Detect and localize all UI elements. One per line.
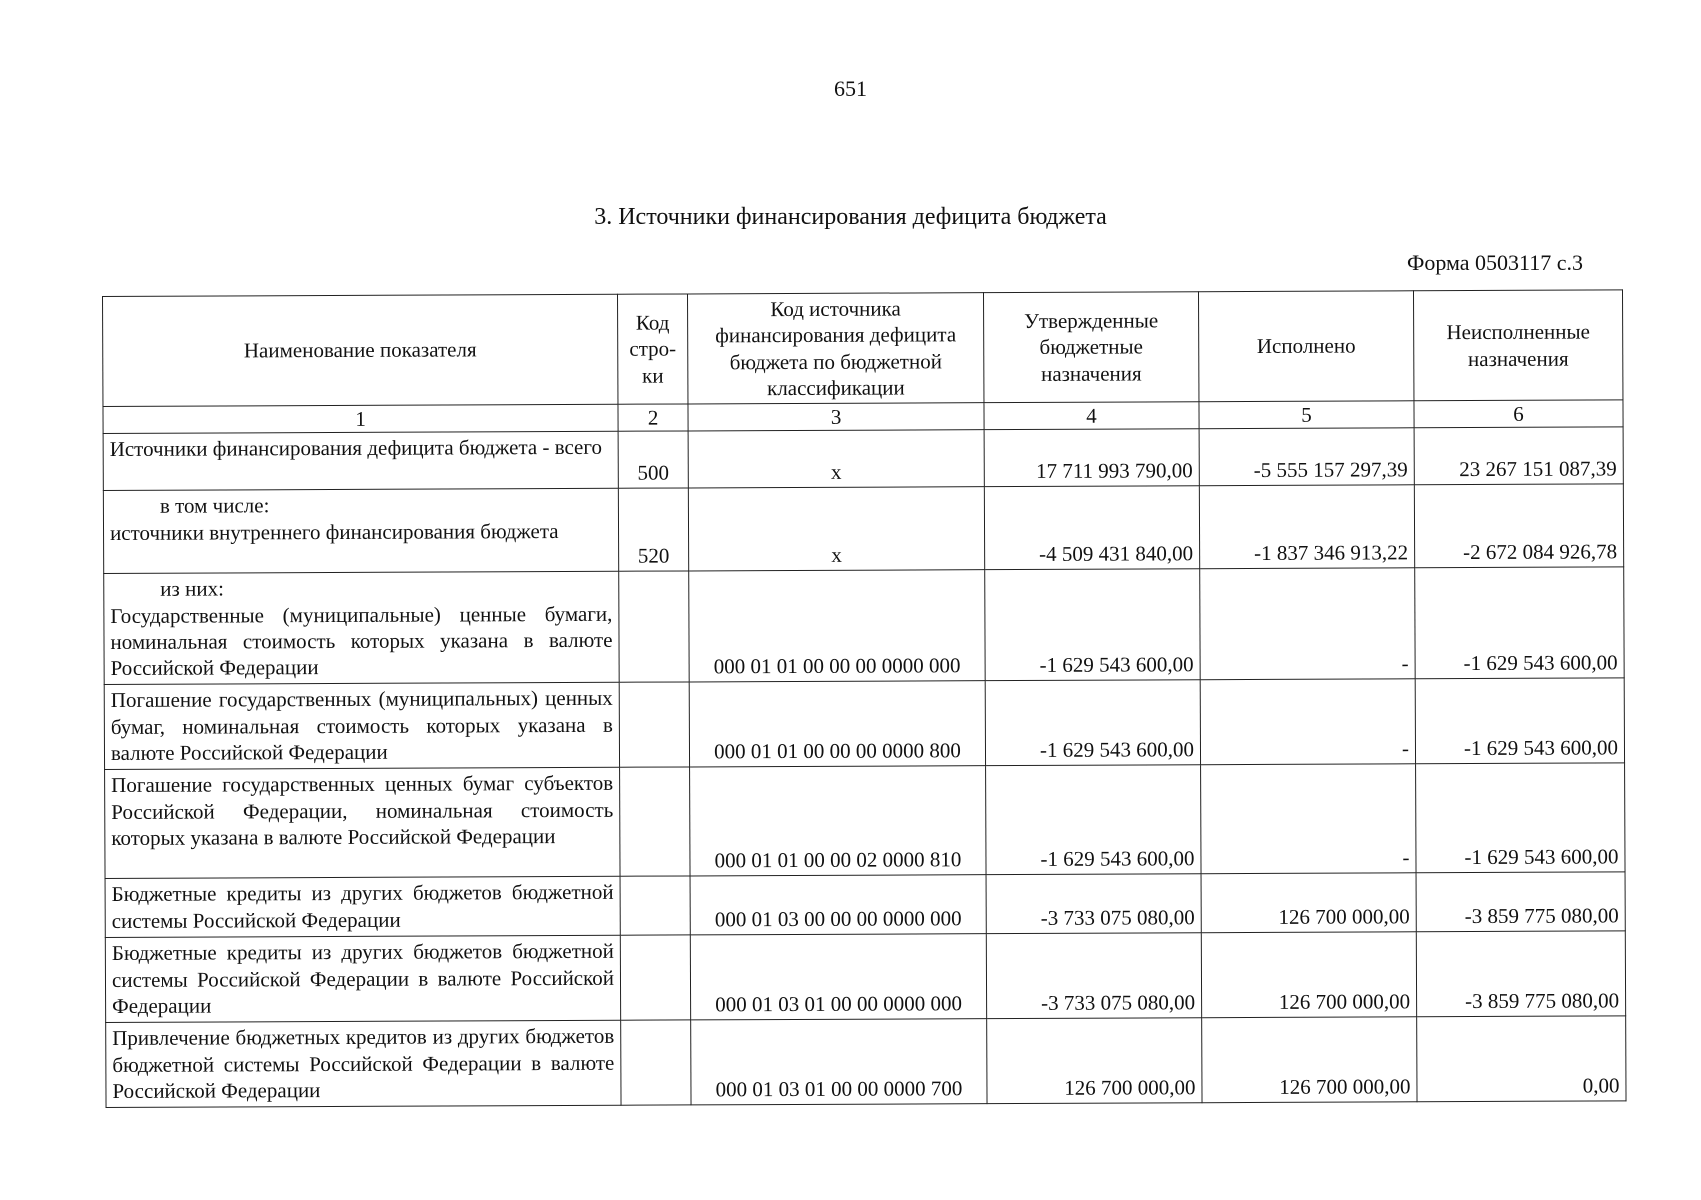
table-row: [106, 1016, 1626, 1108]
row-executed: 126 700 000,00: [1201, 873, 1416, 933]
row-name: Бюджетные кредиты из других бюджетов бюджетной системы Российской Федерации в валюте Российской Федерации: [105, 935, 620, 1022]
row-name: Государственные (муниципальные) ценные бумаги, номинальная стоимость которых указана в валюте Российской Федерации: [110, 601, 613, 680]
row-source-code: 000 01 03 01 00 00 0000 000: [690, 934, 986, 1020]
row-unexecuted: 0,00: [1417, 1016, 1626, 1102]
row-name: Погашение государственных (муниципальных) ценных бумаг, номинальная стоимость которых указана в валюте Российской Федерации: [104, 682, 619, 769]
row-line-code: [619, 682, 689, 767]
form-label: Форма 0503117 с.3: [1406, 250, 1583, 275]
row-line-code: [620, 767, 690, 876]
row-line-code: 520: [618, 488, 688, 571]
section-title: 3. Источники финансирования дефицита бюджета: [594, 204, 1107, 230]
row-source-code: x: [688, 430, 984, 488]
row-approved: -1 629 543 600,00: [985, 569, 1200, 681]
column-number: 4: [984, 402, 1199, 430]
table-header-row: [103, 290, 1623, 407]
row-unexecuted: -3 859 775 080,00: [1416, 931, 1625, 1017]
row-executed: 126 700 000,00: [1202, 1017, 1417, 1103]
header-unexecuted: Неисполненные назначения: [1413, 290, 1622, 401]
row-name: Источники финансирования дефицита бюджета - всего: [103, 431, 618, 490]
row-executed: -: [1200, 568, 1415, 680]
table-row: [105, 931, 1625, 1023]
table-row: [105, 763, 1625, 879]
row-source-code: x: [688, 487, 984, 571]
row-prefix: в том числе:: [159, 493, 270, 518]
row-line-code: 500: [618, 431, 688, 488]
row-name: Привлечение бюджетных кредитов из других бюджетов бюджетной системы Российской Федерации в валюте Российской Федерации: [106, 1020, 621, 1107]
row-approved: -1 629 543 600,00: [986, 765, 1201, 875]
table-row: [105, 872, 1625, 938]
row-source-code: 000 01 01 00 00 00 0000 000: [689, 570, 985, 682]
column-number: 6: [1414, 400, 1623, 428]
header-line-code: Код стро-ки: [617, 294, 687, 404]
row-line-code: [621, 1020, 691, 1105]
row-executed: -: [1200, 679, 1415, 765]
row-line-code: [620, 876, 690, 935]
header-executed: Исполнено: [1198, 291, 1413, 402]
row-source-code: 000 01 01 00 00 00 0000 800: [689, 681, 985, 767]
row-name-cell: [104, 571, 619, 684]
table-row: [104, 678, 1624, 770]
row-approved: 126 700 000,00: [987, 1018, 1202, 1104]
row-line-code: [619, 571, 689, 682]
row-unexecuted: -1 629 543 600,00: [1415, 567, 1624, 679]
row-approved: -1 629 543 600,00: [985, 680, 1200, 766]
row-executed: -1 837 346 913,22: [1199, 485, 1414, 569]
header-approved: Утвержденные бюджетные назначения: [983, 292, 1198, 403]
column-number: 2: [618, 404, 688, 432]
row-executed: -5 555 157 297,39: [1199, 428, 1414, 486]
row-approved: -4 509 431 840,00: [984, 486, 1199, 570]
column-number: 1: [103, 404, 618, 433]
column-number: 3: [688, 403, 984, 432]
column-number: 5: [1199, 401, 1414, 429]
table-row: [103, 484, 1623, 574]
row-unexecuted: -1 629 543 600,00: [1415, 678, 1624, 764]
row-source-code: 000 01 01 00 00 02 0000 810: [690, 766, 986, 876]
table-row: [104, 567, 1624, 685]
row-executed: -: [1201, 764, 1416, 874]
row-name: Погашение государственных ценных бумаг субъектов Российской Федерации, номинальная стоимость которых указана в валюте Российской Федерации: [105, 767, 620, 878]
row-unexecuted: -3 859 775 080,00: [1416, 872, 1625, 932]
row-name: источники внутреннего финансирования бюджета: [109, 518, 559, 545]
header-source-code: Код источника финансирования дефицита бюджета по бюджетной классификации: [687, 293, 983, 404]
row-line-code: [620, 935, 690, 1020]
row-name-cell: [103, 488, 618, 573]
row-prefix: из них:: [160, 576, 224, 601]
row-source-code: 000 01 03 00 00 00 0000 000: [690, 875, 986, 935]
page-number: 651: [834, 76, 867, 101]
row-approved: 17 711 993 790,00: [984, 429, 1199, 487]
row-executed: 126 700 000,00: [1201, 932, 1416, 1018]
row-unexecuted: -1 629 543 600,00: [1416, 763, 1625, 873]
row-unexecuted: -2 672 084 926,78: [1414, 484, 1623, 568]
row-unexecuted: 23 267 151 087,39: [1414, 427, 1623, 485]
table-row: [103, 427, 1623, 491]
row-name: Бюджетные кредиты из других бюджетов бюджетной системы Российской Федерации: [105, 876, 620, 937]
budget-deficit-table: [102, 289, 1627, 1108]
row-source-code: 000 01 03 01 00 00 0000 700: [691, 1019, 987, 1105]
header-indicator-name: Наименование показателя: [103, 294, 618, 406]
row-approved: -3 733 075 080,00: [986, 874, 1201, 934]
row-approved: -3 733 075 080,00: [986, 933, 1201, 1019]
